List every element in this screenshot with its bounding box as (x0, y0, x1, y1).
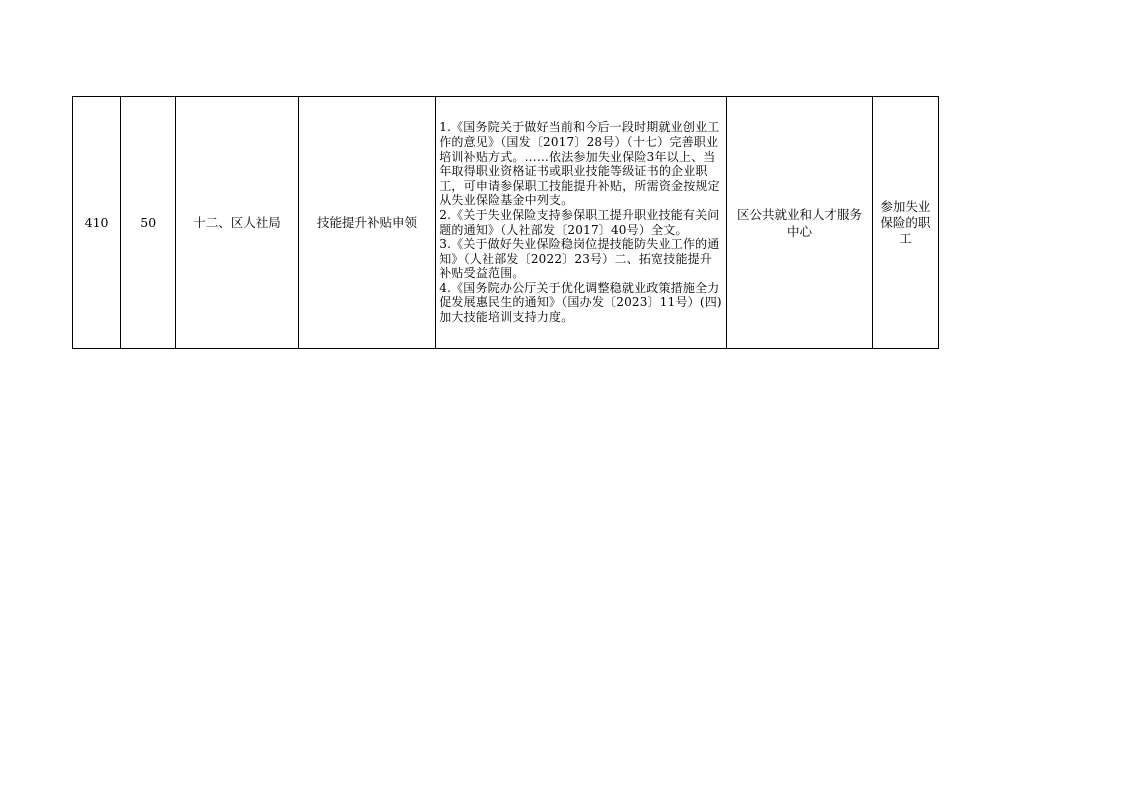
item-name-cell: 技能提升补贴申领 (298, 97, 435, 349)
organization-text: 区公共就业和人才服务中心 (736, 206, 862, 239)
basis-item: 3.《关于做好失业保险稳岗位提技能防失业工作的通知》（人社部发〔2022〕23号）二、拓宽技能提升补贴受益范围。 (439, 237, 720, 281)
table-row (73, 97, 939, 349)
target-text: 参加失业保险的职工 (880, 198, 931, 246)
legal-basis-cell (436, 97, 727, 349)
organization-cell (727, 97, 873, 349)
department-cell: 十二、区人社局 (176, 97, 298, 349)
index-cell: 410 (73, 97, 121, 349)
target-cell (872, 97, 938, 349)
basis-item: 1.《国务院关于做好当前和今后一段时期就业创业工作的意见》（国发〔2017〕28号）（十七）完善职业培训补贴方式。……依法参加失业保险3年以上、当年取得职业资格证书或职业技能等级证书的企业职工，可申请参保职工技能提升补贴，所需资金按规定从失业保险基金中列支。 (439, 120, 720, 208)
basis-item: 2.《关于失业保险支持参保职工提升职业技能有关问题的通知》（人社部发〔2017〕40号）全文。 (439, 207, 720, 237)
service-table (72, 96, 939, 349)
sub-index-cell: 50 (121, 97, 176, 349)
basis-item: 4.《国务院办公厅关于优化调整稳就业政策措施全力促发展惠民生的通知》（国办发〔2023〕11号）(四)加大技能培训支持力度。 (439, 280, 722, 325)
